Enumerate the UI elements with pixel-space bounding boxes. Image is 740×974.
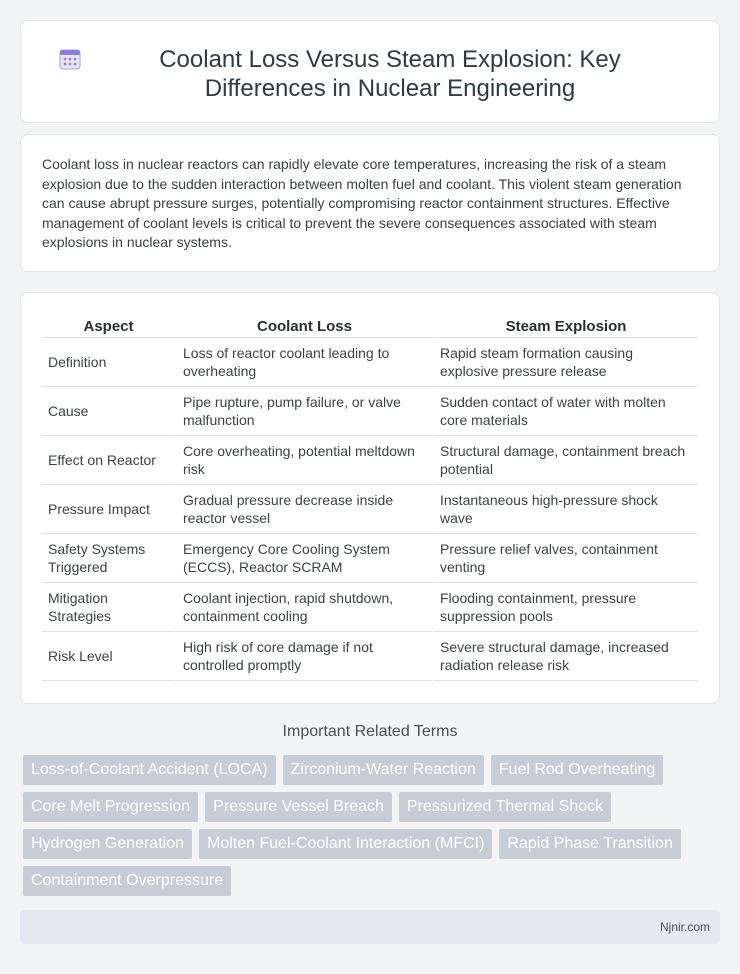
table-row bbox=[42, 534, 698, 583]
row-steam-explosion: Structural damage, containment breach potential bbox=[432, 436, 698, 485]
row-steam-explosion: Flooding containment, pressure suppression pools bbox=[432, 583, 698, 632]
footer-bar bbox=[20, 910, 720, 944]
comparison-table bbox=[42, 316, 698, 681]
related-term-tag[interactable]: Pressure Vessel Breach bbox=[205, 792, 392, 822]
row-steam-explosion: Pressure relief valves, containment venting bbox=[432, 534, 698, 583]
related-term-tag[interactable]: Rapid Phase Transition bbox=[499, 829, 680, 859]
row-coolant-loss: Loss of reactor coolant leading to overheating bbox=[175, 338, 432, 387]
row-steam-explosion: Severe structural damage, increased radiation release risk bbox=[432, 632, 698, 681]
row-coolant-loss: Coolant injection, rapid shutdown, containment cooling bbox=[175, 583, 432, 632]
row-aspect: Safety Systems Triggered bbox=[42, 534, 175, 583]
related-term-tag[interactable]: Fuel Rod Overheating bbox=[491, 755, 664, 785]
header-coolant-loss: Coolant Loss bbox=[175, 316, 432, 338]
table-header-row bbox=[42, 316, 698, 338]
table-row bbox=[42, 436, 698, 485]
intro-paragraph: Coolant loss in nuclear reactors can rapidly elevate core temperatures, increasing the risk of a steam explosion due to the sudden interaction between molten fuel and coolant. This violent steam generation can cause abrupt pressure surges, potentially compromising reactor containment structures. Effective management of coolant levels is critical to prevent the severe consequences associated with steam explosions in nuclear systems. bbox=[42, 156, 682, 250]
related-term-tag[interactable]: Zirconium-Water Reaction bbox=[283, 755, 484, 785]
related-term-tag[interactable]: Core Melt Progression bbox=[23, 792, 198, 822]
table-row bbox=[42, 387, 698, 436]
row-aspect: Mitigation Strategies bbox=[42, 583, 175, 632]
table-row bbox=[42, 583, 698, 632]
table-row bbox=[42, 338, 698, 387]
related-term-tag[interactable]: Loss-of-Coolant Accident (LOCA) bbox=[23, 755, 276, 785]
comparison-table-card bbox=[20, 292, 720, 704]
related-terms-list bbox=[23, 755, 703, 903]
row-aspect: Cause bbox=[42, 387, 175, 436]
row-steam-explosion: Instantaneous high-pressure shock wave bbox=[432, 485, 698, 534]
row-steam-explosion: Sudden contact of water with molten core materials bbox=[432, 387, 698, 436]
related-term-tag[interactable]: Containment Overpressure bbox=[23, 866, 231, 896]
related-terms-heading: Important Related Terms bbox=[282, 723, 458, 740]
row-coolant-loss: High risk of core damage if not controlled promptly bbox=[175, 632, 432, 681]
intro-card bbox=[20, 134, 720, 272]
related-term-tag[interactable]: Hydrogen Generation bbox=[23, 829, 192, 859]
row-aspect: Definition bbox=[42, 338, 175, 387]
header-steam-explosion: Steam Explosion bbox=[432, 316, 698, 338]
table-row bbox=[42, 632, 698, 681]
row-coolant-loss: Pipe rupture, pump failure, or valve malfunction bbox=[175, 387, 432, 436]
related-term-tag[interactable]: Pressurized Thermal Shock bbox=[399, 792, 611, 822]
row-aspect: Pressure Impact bbox=[42, 485, 175, 534]
row-coolant-loss: Emergency Core Cooling System (ECCS), Reactor SCRAM bbox=[175, 534, 432, 583]
row-aspect: Effect on Reactor bbox=[42, 436, 175, 485]
row-coolant-loss: Gradual pressure decrease inside reactor vessel bbox=[175, 485, 432, 534]
row-steam-explosion: Rapid steam formation causing explosive pressure release bbox=[432, 338, 698, 387]
page-title: Coolant Loss Versus Steam Explosion: Key Differences in Nuclear Engineering bbox=[159, 46, 621, 102]
related-term-tag[interactable]: Molten Fuel-Coolant Interaction (MFCI) bbox=[199, 829, 492, 859]
row-aspect: Risk Level bbox=[42, 632, 175, 681]
footer-site-label[interactable]: Njnir.com bbox=[659, 920, 710, 934]
header-aspect: Aspect bbox=[42, 316, 175, 338]
header-card bbox=[20, 20, 720, 123]
row-coolant-loss: Core overheating, potential meltdown risk bbox=[175, 436, 432, 485]
table-row bbox=[42, 485, 698, 534]
